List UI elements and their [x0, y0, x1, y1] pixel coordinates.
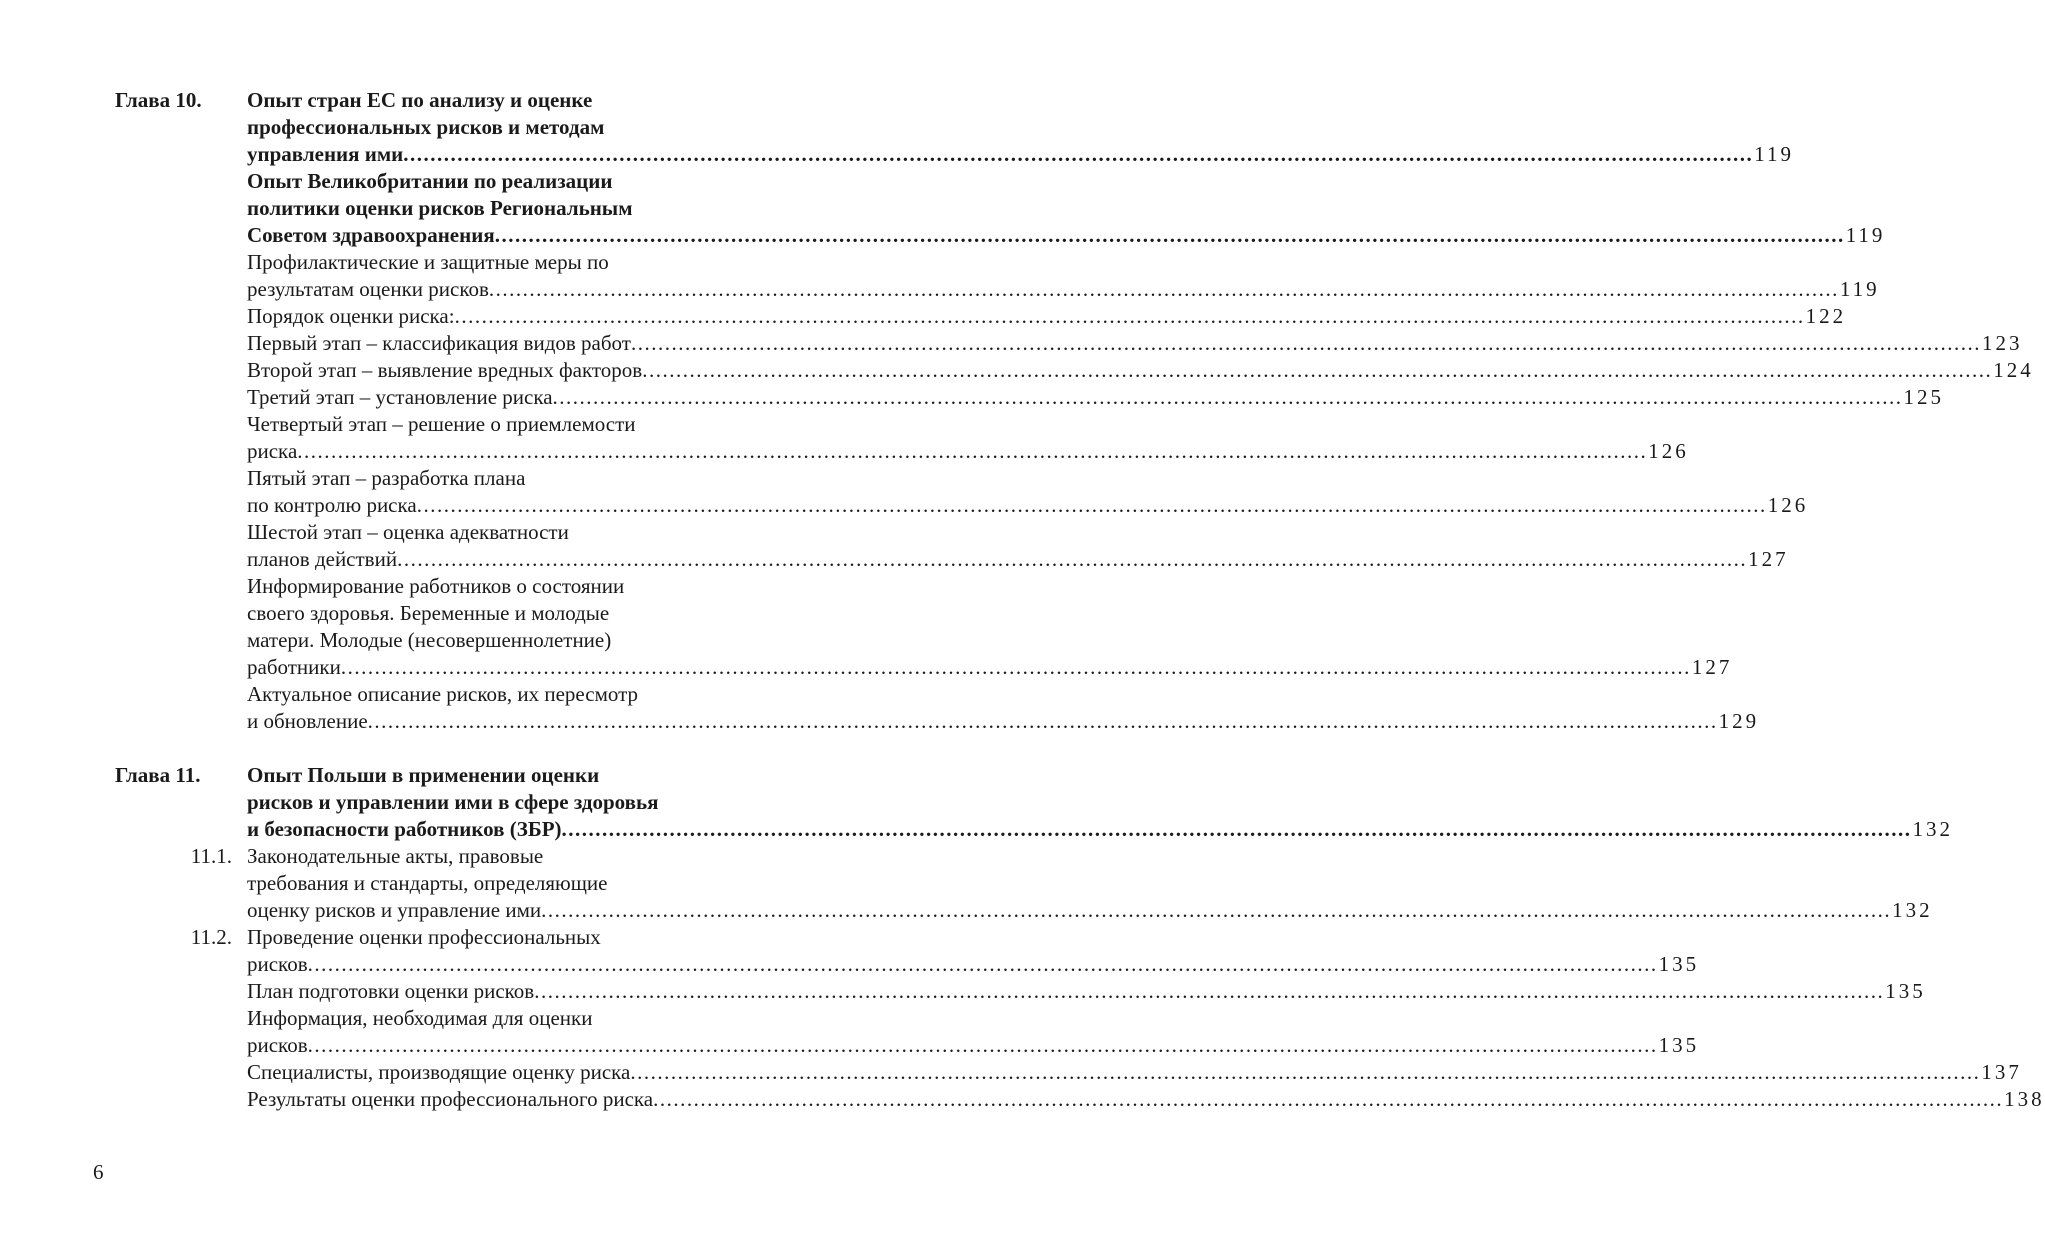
- entry-text: Первый этап – классификация видов работ: [247, 331, 631, 355]
- toc-entry[interactable]: [0, 924, 1700, 978]
- toc-entry-line: [247, 843, 770, 870]
- entry-text: Законодательные акты, правовые: [247, 844, 544, 868]
- toc-entry-line: [247, 465, 770, 492]
- entry-text: План подготовки оценки рисков: [247, 979, 535, 1003]
- entry-text: Второй этап – выявление вредных факторов: [247, 358, 643, 382]
- toc-entry-line: [247, 1086, 2045, 1113]
- page-number: 6: [93, 1160, 104, 1184]
- entry-text: своего здоровья. Беременные и молодые: [247, 601, 610, 625]
- page-reference: 129: [1718, 709, 1760, 733]
- toc-entry-line: [247, 951, 1700, 978]
- entry-text: матери. Молодые (несовершеннолетние): [247, 628, 612, 652]
- page-reference: 138: [2004, 1087, 2045, 1111]
- entry-text: политики оценки рисков Региональным: [247, 196, 633, 220]
- toc-entry-line: [247, 708, 1760, 735]
- toc-entry-line: [247, 195, 770, 222]
- toc-entry[interactable]: [0, 411, 1689, 465]
- entry-text: рисков: [247, 952, 308, 976]
- toc-entry-line: [247, 762, 770, 789]
- entry-text: Проведение оценки профессиональных: [247, 925, 601, 949]
- toc-entry-line: [247, 384, 1945, 411]
- page-reference: 123: [1981, 331, 2023, 355]
- dot-leader: ........................................................................................................................................................................................................: [561, 817, 1912, 841]
- entry-text: Четвертый этап – решение о приемлемости: [247, 412, 636, 436]
- entry-text: профессиональных рисков и методам: [247, 115, 605, 139]
- entry-text: Специалисты, производящие оценку риска: [247, 1060, 631, 1084]
- toc-entry[interactable]: [0, 573, 1733, 681]
- toc-entry-line: [247, 600, 770, 627]
- entry-text: оценку рисков и управление ими: [247, 898, 542, 922]
- page-reference: 135: [1658, 952, 1700, 976]
- entry-text: Профилактические и защитные меры по: [247, 250, 609, 274]
- dot-leader: ........................................................................................................................................................................................................: [297, 439, 1648, 463]
- toc-entry-line: [247, 249, 770, 276]
- toc-entry[interactable]: [0, 978, 1926, 1005]
- toc-entry-line: [247, 546, 1789, 573]
- dot-leader: ........................................................................................................................................................................................................: [534, 979, 1885, 1003]
- toc-entry-line: [247, 1059, 2022, 1086]
- entry-text: Шестой этап – оценка адекватности: [247, 520, 569, 544]
- entry-text: и обновление: [247, 709, 368, 733]
- dot-leader: ........................................................................................................................................................................................................: [403, 142, 1754, 166]
- chapter-section: [0, 87, 2034, 735]
- dot-leader: ........................................................................................................................................................................................................: [552, 385, 1903, 409]
- page-reference: 124: [1993, 358, 2034, 382]
- toc-entry-line: [247, 654, 1733, 681]
- toc-entry[interactable]: [0, 384, 1945, 411]
- toc-entry-line: [247, 627, 770, 654]
- entry-text: и безопасности работников (ЗБР): [247, 817, 562, 841]
- dot-leader: ........................................................................................................................................................................................................: [307, 1033, 1658, 1057]
- section-number: 11.1.: [190, 844, 232, 868]
- chapter-label: Глава 11.: [115, 763, 201, 787]
- dot-leader: ........................................................................................................................................................................................................: [494, 223, 1845, 247]
- dot-leader: ........................................................................................................................................................................................................: [454, 304, 1805, 328]
- dot-leader: ........................................................................................................................................................................................................: [416, 493, 1767, 517]
- entry-text: Советом здравоохранения: [247, 223, 495, 247]
- toc-entry-line: [247, 573, 770, 600]
- dot-leader: ........................................................................................................................................................................................................: [367, 709, 1718, 733]
- toc-entry-line: [247, 681, 770, 708]
- entry-text: Информация, необходимая для оценки: [247, 1006, 593, 1030]
- entry-text: по контролю риска: [247, 493, 417, 517]
- entry-text: Опыт Польши в применении оценки: [247, 763, 600, 787]
- page-reference: 125: [1903, 385, 1945, 409]
- toc-entry[interactable]: [0, 1005, 1700, 1059]
- toc-entry-line: [247, 168, 770, 195]
- page-reference: 127: [1748, 547, 1789, 571]
- toc-entry[interactable]: [0, 357, 2034, 384]
- page-reference: 126: [1648, 439, 1689, 463]
- entry-text: требования и стандарты, определяющие: [247, 871, 608, 895]
- page-reference: 137: [1981, 1060, 2022, 1084]
- entry-text: Опыт стран ЕС по анализу и оценке: [247, 88, 593, 112]
- toc-entry-line: [247, 924, 770, 951]
- entry-text: Третий этап – установление риска: [247, 385, 553, 409]
- entry-text: планов действий: [247, 547, 398, 571]
- entry-text: рисков и управлении ими в сфере здоровья: [247, 790, 659, 814]
- page-reference: 135: [1658, 1033, 1700, 1057]
- toc-entry-line: [247, 411, 770, 438]
- toc-entry-line: [247, 114, 770, 141]
- toc-entry-line: [247, 492, 1809, 519]
- toc-entry[interactable]: [0, 843, 1933, 924]
- toc-entry[interactable]: [0, 168, 1886, 249]
- dot-leader: ........................................................................................................................................................................................................: [397, 547, 1748, 571]
- toc-entry[interactable]: [0, 87, 1794, 168]
- page-reference: 132: [1892, 898, 1933, 922]
- entry-text: рисков: [247, 1033, 308, 1057]
- toc-entry-line: [247, 87, 770, 114]
- toc-entry-line: [247, 1032, 1700, 1059]
- dot-leader: ........................................................................................................................................................................................................: [653, 1087, 2004, 1111]
- toc-entry[interactable]: [0, 681, 1760, 735]
- dot-leader: ........................................................................................................................................................................................................: [488, 277, 1839, 301]
- toc-entry-line: [247, 330, 2023, 357]
- toc-entry[interactable]: [0, 249, 1880, 303]
- dot-leader: ........................................................................................................................................................................................................: [541, 898, 1892, 922]
- entry-text: управления ими: [247, 142, 404, 166]
- toc-entry[interactable]: [0, 519, 1789, 573]
- toc-entry[interactable]: [0, 330, 2023, 357]
- toc-entry[interactable]: [0, 465, 1809, 519]
- chapter-section: [0, 762, 2045, 1113]
- page-reference: 119: [1845, 223, 1886, 247]
- page-reference: 119: [1754, 142, 1794, 166]
- toc-entry-line: [247, 357, 2034, 384]
- page-reference: 119: [1839, 277, 1880, 301]
- toc-entry-line: [247, 276, 1880, 303]
- toc-entry-line: [247, 816, 1954, 843]
- chapter-label: Глава 10.: [115, 88, 202, 112]
- dot-leader: ........................................................................................................................................................................................................: [630, 331, 1981, 355]
- entry-text: Пятый этап – разработка плана: [247, 466, 526, 490]
- entry-text: результатам оценки рисков: [247, 277, 489, 301]
- entry-text: риска: [247, 439, 298, 463]
- page-reference: 122: [1805, 304, 1847, 328]
- table-of-contents: [0, 87, 2045, 1140]
- entry-text: Опыт Великобритании по реализации: [247, 169, 613, 193]
- entry-text: Порядок оценки риска:: [247, 304, 455, 328]
- toc-entry-line: [247, 222, 1886, 249]
- page-reference: 132: [1912, 817, 1954, 841]
- toc-entry-line: [247, 789, 770, 816]
- toc-entry[interactable]: [0, 762, 1954, 843]
- entry-text: Информирование работников о состоянии: [247, 574, 625, 598]
- dot-leader: ........................................................................................................................................................................................................: [642, 358, 1993, 382]
- section-number: 11.2.: [190, 925, 232, 949]
- dot-leader: ........................................................................................................................................................................................................: [307, 952, 1658, 976]
- toc-entry-line: [247, 303, 1847, 330]
- toc-entry-line: [247, 870, 770, 897]
- entry-text: Результаты оценки профессионального риска: [247, 1087, 654, 1111]
- page-reference: 127: [1691, 655, 1733, 679]
- toc-entry-line: [247, 519, 770, 546]
- toc-entry[interactable]: [0, 1086, 2045, 1113]
- toc-entry[interactable]: [0, 1059, 2022, 1086]
- entry-text: Актуальное описание рисков, их пересмотр: [247, 682, 639, 706]
- page-reference: 135: [1885, 979, 1926, 1003]
- toc-entry-line: [247, 141, 1794, 168]
- dot-leader: ........................................................................................................................................................................................................: [340, 655, 1691, 679]
- toc-entry-line: [247, 438, 1689, 465]
- toc-entry-line: [247, 1005, 770, 1032]
- entry-text: работники: [247, 655, 341, 679]
- toc-entry-line: [247, 897, 1933, 924]
- toc-entry-line: [247, 978, 1926, 1005]
- toc-entry[interactable]: [0, 303, 1847, 330]
- page-reference: 126: [1767, 493, 1809, 517]
- dot-leader: ........................................................................................................................................................................................................: [630, 1060, 1981, 1084]
